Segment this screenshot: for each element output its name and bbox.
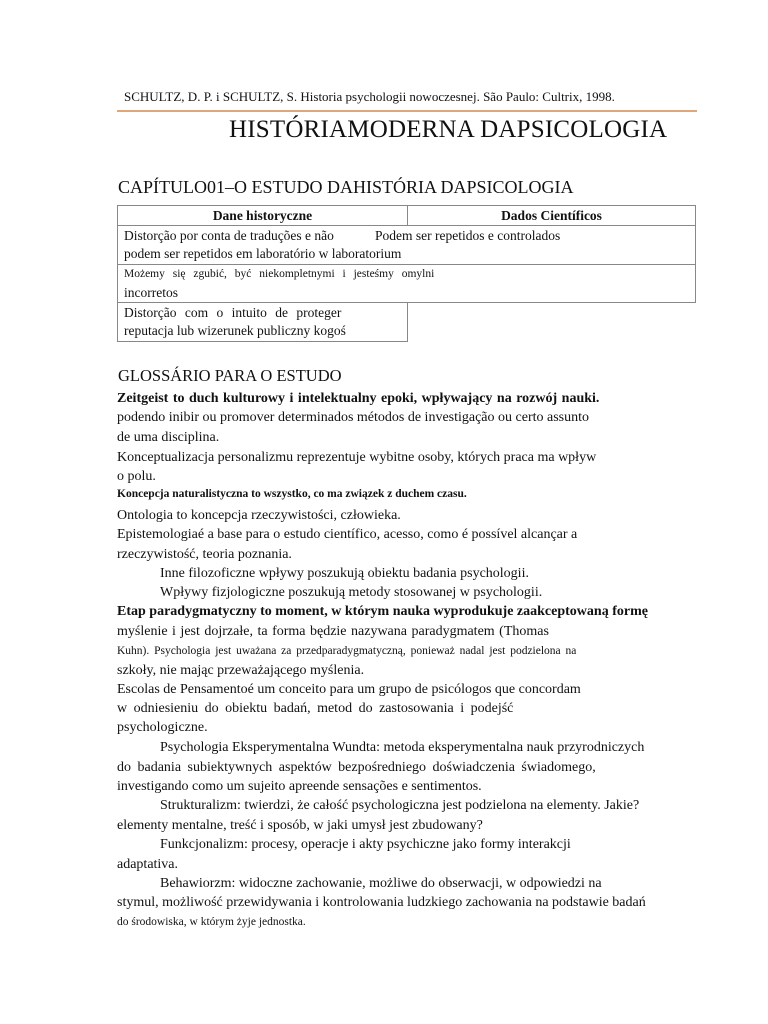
- glossary-title: GLOSSÁRIO PARA O ESTUDO: [118, 366, 342, 385]
- glossary-line: Konceptualizacja personalizmu reprezentuje wybitne osoby, których praca ma wpływ: [117, 450, 597, 465]
- table-cell-text: incorretos: [124, 285, 178, 300]
- glossary-line: de uma disciplina.: [117, 430, 220, 445]
- glossary-line: Zeitgeist to duch kulturowy i intelektualny epoki, wpływający na rozwój nauki.: [117, 391, 600, 406]
- glossary-line: do badania subiektywnych aspektów bezpośredniego doświadczenia świadomego,: [117, 760, 596, 775]
- glossary-line: Koncepcja naturalistyczna to wszystko, co ma związek z duchem czasu.: [117, 488, 467, 500]
- glossary-line: Strukturalizm: twierdzi, że całość psychologiczna jest podzielona na elementy. Jakie?: [160, 798, 640, 813]
- table-cell-text: Distorção por conta de traduções e não: [124, 228, 334, 243]
- table-cell-text: Podem ser repetidos e controlados: [375, 228, 561, 243]
- glossary-line: Escolas de Pensamentoé um conceito para um grupo de psicólogos que concordam: [117, 682, 581, 697]
- glossary-line: podendo inibir ou promover determinados métodos de investigação ou certo assunto: [117, 410, 590, 425]
- glossary-line: o polu.: [117, 469, 156, 484]
- table-cell-text: Distorção com o intuito de proteger: [124, 305, 342, 320]
- glossary-line: adaptativa.: [117, 857, 179, 872]
- glossary-line: Inne filozoficzne wpływy poszukują obiektu badania psychologii.: [160, 566, 529, 581]
- glossary-line: myślenie i jest dojrzałe, ta forma będzie nazywana paradygmatem (Thomas: [117, 624, 549, 639]
- table-row: [118, 226, 696, 265]
- table-row: [118, 265, 696, 303]
- glossary-line: stymul, możliwość przewidywania i kontrolowania ludzkiego zachowania na podstawie badań: [117, 895, 646, 910]
- citation: SCHULTZ, D. P. i SCHULTZ, S. Historia psychologii nowoczesnej. São Paulo: Cultrix, 1998.: [124, 89, 615, 104]
- glossary-line: elementy mentalne, treść i sposób, w jaki umysł jest zbudowany?: [117, 818, 483, 833]
- comparison-table: [117, 205, 696, 342]
- glossary-line: Psychologia Eksperymentalna Wundta: metoda eksperymentalna nauk przyrodniczych: [160, 740, 645, 755]
- glossary-line: Epistemologiaé a base para o estudo científico, acesso, como é possível alcançar a: [117, 527, 578, 542]
- table-header-historical: Dane historyczne: [118, 206, 408, 226]
- glossary-line: szkoły, nie mając przeważającego myślenia.: [117, 663, 365, 678]
- glossary-line: Wpływy fizjologiczne poszukują metody stosowanej w psychologii.: [160, 585, 543, 600]
- glossary-line: rzeczywistość, teoria poznania.: [117, 547, 292, 562]
- table-row: [118, 303, 408, 342]
- glossary-line: do środowiska, w którym żyje jednostka.: [117, 916, 306, 928]
- glossary-line: Behawiorzm: widoczne zachowanie, możliwe do obserwacji, w odpowiedzi na: [160, 876, 602, 891]
- glossary-line: investigando como um sujeito apreende sensações e sentimentos.: [117, 779, 482, 794]
- glossary-line: Etap paradygmatyczny to moment, w którym nauka wyprodukuje zaakceptowaną formę: [117, 604, 648, 619]
- table-header-scientific: Dados Científicos: [408, 206, 696, 226]
- chapter-heading: CAPÍTULO01–O ESTUDO DAHISTÓRIA DAPSICOLOGIA: [118, 177, 574, 197]
- glossary-line: Funkcjonalizm: procesy, operacje i akty psychiczne jako formy interakcji: [160, 837, 571, 852]
- glossary-line: w odniesieniu do obiektu badań, metod do zastosowania i podejść: [117, 701, 514, 716]
- table-cell-text: Możemy się zgubić, być niekompletnymi i jesteśmy omylni: [124, 268, 435, 280]
- table-cell-text: podem ser repetidos em laboratório w laboratorium: [124, 246, 402, 261]
- table-cell-text: reputacja lub wizerunek publiczny kogoś: [124, 323, 346, 338]
- header-rule: [117, 110, 697, 112]
- glossary-line: Ontologia to koncepcja rzeczywistości, człowieka.: [117, 508, 401, 523]
- page-title: HISTÓRIAMODERNA DAPSICOLOGIA: [229, 116, 668, 143]
- glossary-line: psychologiczne.: [117, 720, 208, 735]
- glossary-line: Kuhn). Psychologia jest uważana za przedparadygmatyczną, ponieważ nadal jest podzielona na: [117, 645, 577, 657]
